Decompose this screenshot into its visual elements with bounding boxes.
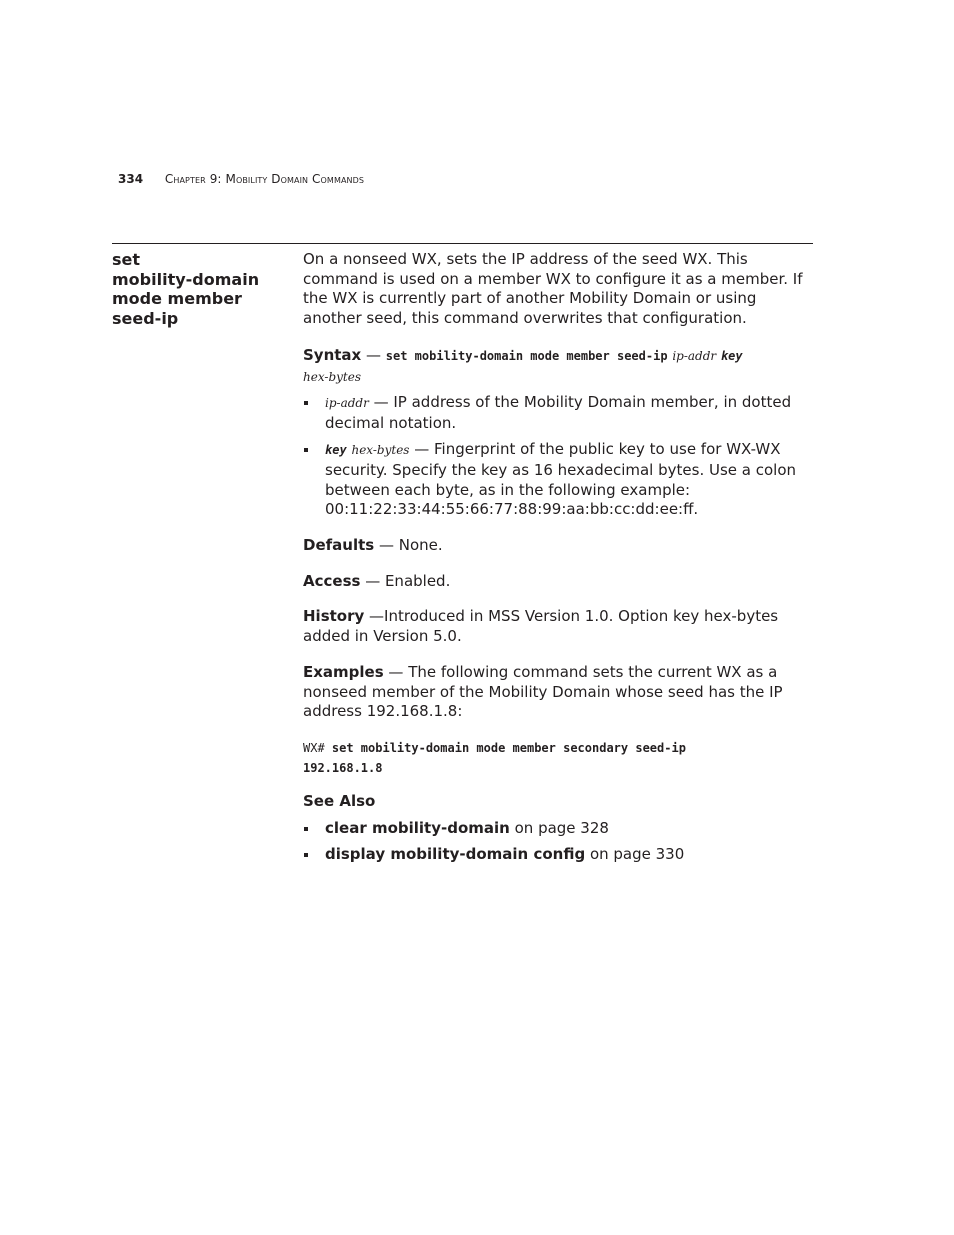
- access-section: [303, 572, 815, 592]
- see-also-list: [303, 819, 815, 865]
- list-item: [303, 819, 815, 839]
- list-item: [303, 845, 815, 865]
- param-keyword: key: [325, 443, 347, 458]
- example-command-line1: set mobility-domain mode member secondary seed-ip: [331, 740, 686, 755]
- list-item: [303, 393, 815, 433]
- defaults-text: — None.: [374, 536, 443, 555]
- see-also-heading: See Also: [303, 791, 376, 810]
- see-also-page-ref: on page 328: [509, 818, 609, 837]
- command-body: [303, 250, 815, 872]
- examples-text: — The following command sets the current WX as a nonseed member of the Mobility Domain whose seed has the IP address 192.168.1.8:: [303, 662, 783, 721]
- history-section: [303, 607, 815, 646]
- examples-label: Examples: [303, 662, 384, 681]
- history-text: —Introduced in MSS Version 1.0. Option key hex-bytes added in Version 5.0.: [303, 607, 779, 646]
- bullet-icon: [304, 448, 308, 452]
- syntax-arg-hex-bytes: hex-bytes: [303, 369, 361, 384]
- defaults-label: Defaults: [303, 536, 375, 555]
- list-item: [303, 440, 815, 520]
- bullet-icon: [304, 401, 308, 405]
- syntax-command: set mobility-domain mode member seed-ip: [385, 348, 668, 363]
- param-name: ip-addr: [325, 395, 369, 410]
- access-text: — Enabled.: [360, 571, 451, 590]
- command-description: On a nonseed WX, sets the IP address of the seed WX. This command is used on a member WX to configure it as a member. If the WX is currently part of another Mobility Domain or using another seed, this command overwrites that configuration.: [303, 250, 803, 328]
- examples-section: [303, 663, 815, 722]
- syntax-label: Syntax: [303, 345, 362, 364]
- command-title-line: mode member: [112, 289, 242, 309]
- see-also-link[interactable]: display mobility-domain config: [325, 845, 586, 864]
- bullet-icon: [304, 853, 308, 857]
- history-label: History: [303, 607, 365, 626]
- param-description: — IP address of the Mobility Domain member, in dotted decimal notation.: [325, 392, 792, 432]
- see-also-link[interactable]: clear mobility-domain: [325, 818, 510, 837]
- bullet-icon: [304, 827, 308, 831]
- command-title: [112, 250, 292, 328]
- command-title-line: set: [112, 250, 141, 269]
- access-label: Access: [303, 571, 361, 590]
- syntax-dash: —: [361, 345, 386, 364]
- syntax-line: [303, 345, 815, 387]
- see-also-page-ref: on page 330: [585, 845, 685, 864]
- syntax-arg-ip-addr: ip-addr: [672, 348, 717, 363]
- defaults-section: [303, 536, 815, 556]
- param-name: hex-bytes: [351, 443, 410, 458]
- command-title-line: seed-ip: [112, 308, 179, 328]
- example-code-block: [303, 738, 815, 778]
- parameter-list: [303, 393, 815, 520]
- example-command-line2: 192.168.1.8: [303, 760, 383, 775]
- section-divider: [112, 243, 813, 244]
- cli-prompt: WX#: [303, 740, 332, 755]
- chapter-title: Chapter 9: Mobility Domain Commands: [164, 172, 365, 186]
- param-description: — Fingerprint of the public key to use for WX-WX security. Specify the key as 16 hexadecimal bytes. Use a colon between each byte, as in the following example: 00:11:22:33:44:55:66:77:88:99:aa:bb:cc:dd:ee:ff.: [325, 440, 797, 519]
- page-header: [118, 172, 364, 186]
- page-number: 334: [118, 172, 144, 186]
- command-title-line: mobility-domain: [112, 269, 260, 289]
- syntax-keyword-key: key: [720, 348, 743, 363]
